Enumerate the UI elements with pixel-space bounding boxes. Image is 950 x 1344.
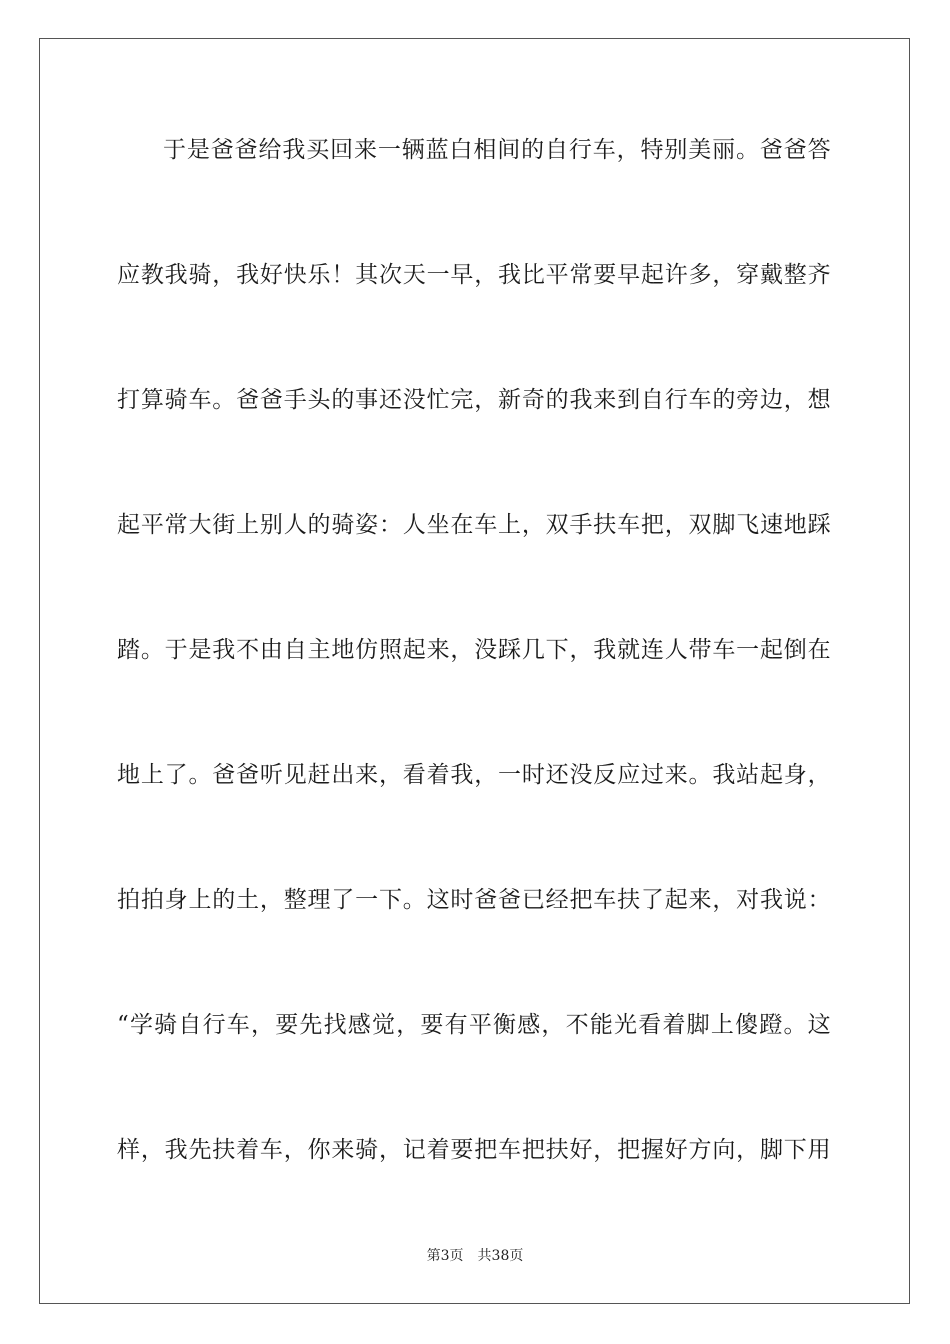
text-line: “ 学 骑 自 行 车 ， 要 先 找 感 觉 ， 要 有 平 衡 感 ， 不 能 光 看 着 脚 上 傻 蹬 。 这 — [117, 1012, 831, 1038]
text-line: 应 教 我 骑 ， 我 好 快 乐 ！ 其 次 天 一 早 ， 我 比 平 常 要 早 起 许 多 ， 穿 戴 整 齐 — [117, 262, 831, 288]
text-line: 起 平 常 大 街 上 别 人 的 骑 姿 ： 人 坐 在 车 上 ， 双 手 扶 车 把 ， 双 脚 飞 速 地 踩 — [117, 512, 831, 538]
current-page-number: 第3页 — [426, 1248, 464, 1264]
text-line: 地 上 了 。 爸 爸 听 见 赶 出 来 ， 看 着 我 ， 一 时 还 没 反 应 过 来 。 我 站 起 身 ， — [117, 762, 831, 788]
text-line: 打 算 骑 车 。 爸 爸 手 头 的 事 还 没 忙 完 ， 新 奇 的 我 来 到 自 行 车 的 旁 边 ， 想 — [117, 387, 831, 413]
text-line: 于 是 爸 爸 给 我 买 回 来 一 辆 蓝 白 相 间 的 自 行 车 ， 特 别 美 丽 。 爸 爸 答 — [163, 137, 831, 163]
text-line: 样 ， 我 先 扶 着 车 ， 你 来 骑 ， 记 着 要 把 车 把 扶 好 ， 把 握 好 方 向 ， 脚 下 用 — [117, 1137, 831, 1163]
document-body — [117, 125, 831, 1250]
text-line: 拍 拍 身 上 的 土 ， 整 理 了 一 下 。 这 时 爸 爸 已 经 把 车 扶 了 起 来 ， 对 我 说 ： — [117, 887, 831, 913]
total-page-count: 共38页 — [477, 1248, 524, 1264]
page-footer — [0, 1245, 950, 1265]
text-line: 踏 。 于 是 我 不 由 自 主 地 仿 照 起 来 ， 没 踩 几 下 ， 我 就 连 人 带 车 一 起 倒 在 — [117, 637, 831, 663]
